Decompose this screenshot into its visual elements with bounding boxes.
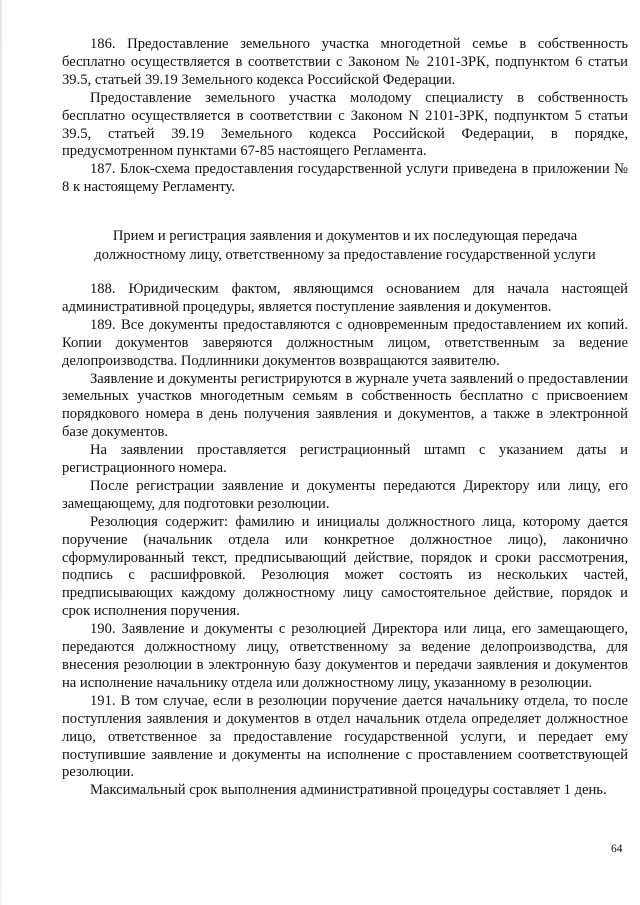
paragraph-188: 188. Юридическим фактом, являющимся основанием для начала настоящей административной процедуры, является поступление заявления и документов.	[62, 280, 628, 315]
document-body	[62, 36, 628, 800]
paragraph-max-term: Максимальный срок выполнения административной процедуры составляет 1 день.	[90, 782, 607, 799]
section-heading-line: Прием и регистрация заявления и документов и их последующая передача	[112, 228, 578, 245]
paragraph-189: 189. Все документы предоставляются с одновременным предоставлением их копий. Копии документов заверяются должностным лицом, ответственным за ведение делопроизводства. Подлинники документов возвращаются заявителю.	[62, 316, 628, 369]
paragraph-stamp: На заявлении проставляется регистрационный штамп с указанием даты и регистрационного номера.	[62, 442, 628, 477]
paragraph-young-specialist: Предоставление земельного участка молодому специалисту в собственность бесплатно осуществляется в соответствии с Законом N 2101-ЗРК, подпунктом 5 статьи 39.5, статьей 39.19 Земельного кодекса Российской Федерации, в порядке, предусмотренном пунктами 67-85 настоящего Регламента.	[62, 89, 628, 160]
section-heading-line: должностному лицу, ответственному за предоставление государственной услуги	[94, 246, 596, 263]
section-heading	[62, 227, 628, 264]
paragraph-191: 191. В том случае, если в резолюции поручение дается начальнику отдела, то после поступления заявления и документов в отдел начальник отдела определяет должностное лицо, ответственное за предоставление государственной услуги, и передает ему поступившие заявление и документы на исполнение с проставлением соответствующей резолюции.	[62, 692, 628, 781]
paragraph-transfer: После регистрации заявление и документы передаются Директору или лицу, его замещающему, для подготовки резолюции.	[62, 477, 628, 512]
paragraph-registration: Заявление и документы регистрируются в журнале учета заявлений о предоставлении земельных участков многодетным семьям в собственность бесплатно с присвоением порядкового номера в день получения заявления и документов, а также в электронной базе документов.	[62, 370, 628, 441]
page-number: 64	[611, 843, 623, 855]
paragraph-186: 186. Предоставление земельного участка многодетной семье в собственность бесплатно осуществляется в соответствии с Законом № 2101-ЗРК, подпунктом 6 статьи 39.5, статьей 39.19 Земельного кодекса Российской Федерации.	[62, 36, 628, 88]
paragraph-190: 190. Заявление и документы с резолюцией Директора или лица, его замещающего, передаются должностному лицу, ответственному за ведение делопроизводства, для внесения резолюции в электронную базу документов и передачи заявления и документов на исполнение начальнику отдела или должностному лицу, указанному в резолюции.	[62, 621, 628, 691]
paragraph-resolution: Резолюция содержит: фамилию и инициалы должностного лица, которому дается поручение (начальник отдела или конкретное должностное лицо), лаконично сформулированный текст, предписывающий действие, порядок и сроки рассмотрения, подпись с расшифровкой. Резолюция может состоять из нескольких частей, предписывающих каждому должностному лицу самостоятельное действие, порядок и срок исполнения поручения.	[62, 513, 628, 620]
paragraph-187: 187. Блок-схема предоставления государственной услуги приведена в приложении № 8 к настоящему Регламенту.	[62, 161, 628, 196]
scan-edge	[0, 0, 2, 905]
